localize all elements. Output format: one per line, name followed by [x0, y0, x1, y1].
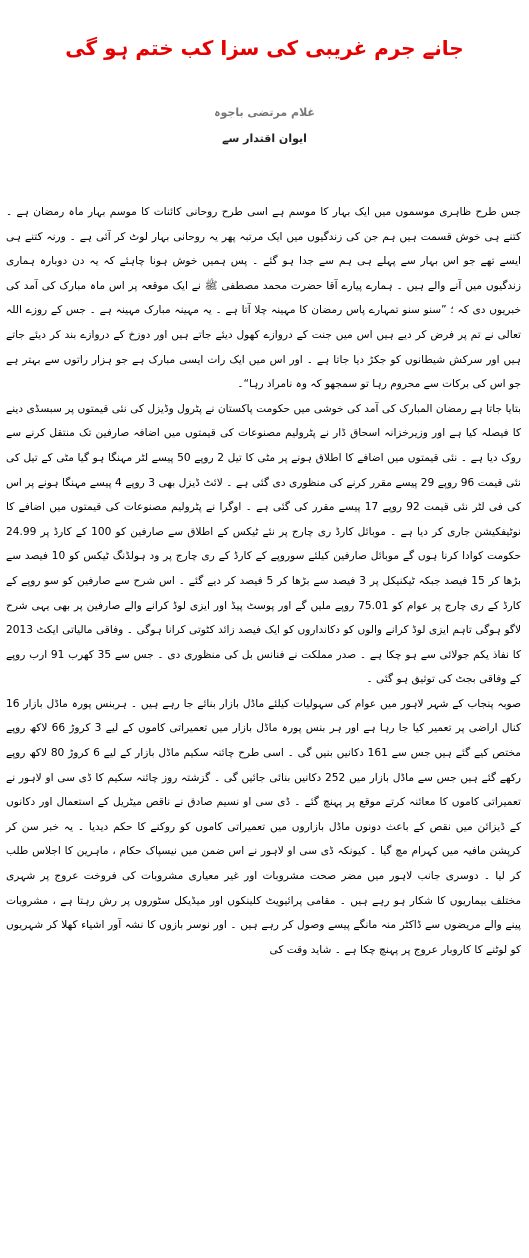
author-byline: غلام مرتضی باجوہ [214, 106, 315, 119]
paragraph-3: صوبہ پنجاب کے شہر لاہور میں عوام کی سہولیات کیلئے ماڈل بازار بنائے جا رہے ہیں ۔ ہربنس پورہ ماڈل بازار 16 کنال اراضی پر تعمیر کیا جا رہا ہے اور ہر بنس پورہ ماڈل بازار میں تعمیراتی کاموں کے لیے 3 کروڑ 66 لاکھ روپے مختص کیے گئے ہیں جس سے 161 دکانیں بنیں گی ۔ اسی طرح چائنہ سکیم ماڈل بازار کے لیے 6 کروڑ 80 لاکھ روپے رکھے گئے ہیں جس سے ماڈل بازار میں 252 دکانیں بنائی جائیں گی ۔ گزشتہ روز چائنہ سکیم کا ڈی سی او لاہور نے تعمیراتی کاموں کا معائنہ کرتے موقع پر پہنچ گئے ۔ ڈی سی او نسیم صادق نے ناقص میٹریل کے استعمال اور دکانوں کے ڈیزائن میں نقص کے باعث دونوں ماڈل بازاروں میں تعمیراتی کاموں کو روکنے کا حکم دیدیا ۔ یہ خبر سن کر کرپشن مافیہ میں کہرام مچ گیا ۔ کیونکہ ڈی سی او لاہور نے اس ضمن میں نیسپاک حکام ، ماہرین کا اجلاس طلب کر لیا ۔ دوسری جانب لاہور میں مضر صحت مشروبات اور غیر معیاری مشروبات کی فروخت عروج پر شہری مختلف بیماریوں کا شکار ہو رہے ہیں ۔ مقامی پرائیویٹ کلینکوں اور میڈیکل سٹوروں پر رش رہتا ہے ، مشروبات پینے والے مریضوں سے ڈاکٹر منہ مانگے پیسے وصول کر رہے ہیں ۔ اور نوسر بازوں کا نشہ آور اشیاء کھلا کر شہریوں کو لوٹنے کا کاروبار عروج پر پہنچ چکا ہے ۔ شاید وقت کی [6, 697, 521, 956]
paragraph-2: بتایا جاتا ہے رمضان المبارک کی آمد کی خوشی میں حکومت پاکستان نے پٹرول وڈیزل کی نئی قیمتوں پر سبسڈی دینے کا فیصلہ کیا ہے اور وزیرخزانہ اسحاق ڈار نے پٹرولیم مصنوعات کی قیمتوں میں اضافہ صارفین تک منتقل کرنے سے روک دیا ہے ۔ نئی قیمتوں میں اضافے کا اطلاق ہونے پر مٹی کا تیل 2 روپے 50 پیسے لٹر مہنگا ہو گیا مٹی کے تیل کی نئی قیمت 96 روپے 29 پیسے مقرر کرنے کی منظوری دی گئی ہے ۔ لائٹ ڈیزل بھی 3 روپے 4 پیسے مہنگا ہونے پر اس کی فی لٹر نئی قیمت 92 روپے 17 پیسے مقرر کی گئی ہے ۔ اوگرا نے پٹرولیم مصنوعات کی قیمتوں میں اضافے کا نوٹیفکیشن جاری کر دیا ہے ۔ موبائل کارڈ ری چارج پر نئے ٹیکس کے اطلاق سے صارفین کو 100 کے کارڈ پر 24.99 حکومت کوادا کرنا ہوں گے موبائل صارفین کیلئے سوروپے کے کارڈ کے ری چارج پر ود ہولڈنگ ٹیکس کو 10 فیصد سے بڑھا کر 15 فیصد جبکہ ٹیکنیکل پر 3 فیصد سے بڑھا کر 5 فیصد کر دیے گئے ۔ اس شرح سے صارفین کو سو روپے کے کارڈ کے ری چارج پر عوام کو 75.01 روپے ملیں گے اور پوسٹ پیڈ اور ایزی لوڈ کرانے والے صارفین پر بھی یہی شرح لاگو ہوگی تاہم ایزی لوڈ کرانے والوں کو دکانداروں کو ایک فیصد زائد کٹوتی کرانا ہوگی ۔ وفاقی مالیاتی ایکٹ 2013 کا نفاذ یکم جولائی سے ہو چکا ہے ۔ صدر مملکت نے فنانس بل کی منظوری دی ۔ جس سے 35 کھرب 91 ارب روپے کے وفاقی بجٹ کی توثیق ہو گئی ۔ [6, 402, 522, 686]
article-title: جانے جرم غریبی کی سزا کب ختم ہو گی [65, 36, 464, 61]
article-body [6, 200, 521, 962]
column-source: ایوان اقتدار سے [222, 132, 307, 145]
paragraph-1: جس طرح ظاہری موسموں میں ایک بہار کا موسم ہے اسی طرح روحانی کائنات کا موسم بہار ماہ رمضان ہے ۔ کتنے ہی خوش قسمت ہیں ہم جن کی زندگیوں میں ایک مرتبہ پھر یہ روحانی بہار لوٹ کر آئی ہے ۔ ورنہ کتنے ہی ایسے تھے جو اس بہار سے پہلے ہی ہم سے جدا ہو گئے ۔ پس ہمیں خوش ہونا چاہئے کہ یہ دن دوبارہ ہماری زندگیوں میں آنے والے ہیں ۔ ہمارے پیارے آقا حضرت محمد مصطفی ﷺ نے ایک موقعہ پر اس ماہ مبارک کی آمد کی خبریوں دی کہ ؛ ”سنو سنو تمہارے پاس رمضان کا مہینہ چلا آتا ہے ۔ یہ مہینہ مبارک مہینہ ہے ۔ جس کے روزے اللہ تعالی نے تم پر فرض کر دیے ہیں اس میں جنت کے دروازے کھول دیئے جاتے ہیں اور دوزخ کے دروازے بند کر دیئے جاتے ہیں اور سرکش شیطانوں کو جکڑ دیا جاتا ہے ۔ اور اس میں ایک رات ایسی مبارک ہے جو ہزار راتوں سے بہتر ہے جو اس کی برکات سے محروم رہا تو سمجھو کہ وہ نامراد رہا“۔ [6, 206, 521, 391]
